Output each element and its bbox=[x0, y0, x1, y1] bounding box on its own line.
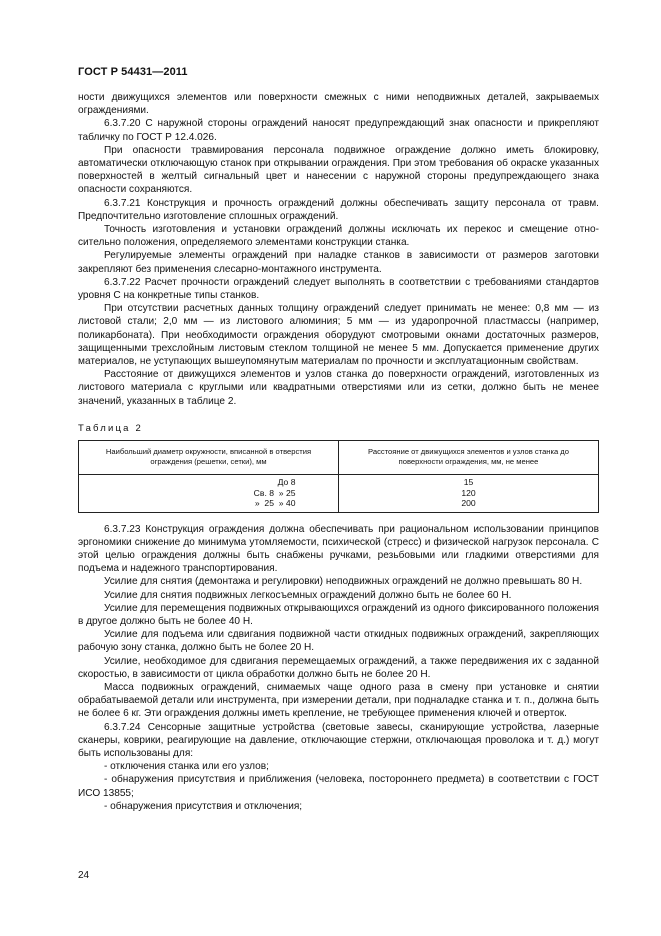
paragraph: ности движущихся элементов или поверхности смежных с ними неподвижных деталей, закрываемых ограждениями. bbox=[78, 92, 599, 117]
paragraph: 6.3.7.23 Конструкция ограждения должна обеспечивать при рациональном использовании принципов эргономики снижение до минимума утомляемости, психической (стресс) и физической нагрузок персонала. С этой целью ограждения должны быть снабжены ручками, резьбовыми или гладкими отверстиями для подъема и надежного транспортирования. bbox=[78, 523, 599, 575]
paragraph: Усилие для снятия (демонтажа и регулировки) неподвижных ограждений не должно превышать 80 Н. bbox=[104, 576, 583, 588]
paragraph: Усилие для снятия подвижных легкосъемных ограждений должно быть не более 60 Н. bbox=[104, 589, 512, 601]
page-number: 24 bbox=[78, 870, 90, 881]
table-header-row bbox=[79, 441, 599, 475]
paragraph: При отсутствии расчетных данных толщину ограждений следует принимать не менее: 0,8 мм — из листовой стали; 2,0 мм — из листового алюминия; 5 мм — из ударопрочной пластмассы (например, поликарбоната). При необходимости ограждения оборудуют смотровыми окнами достаточных размеров, защищенными трехслойным листовым стеклом толщиной не менее 5 мм. Допускается применение других материалов, не уступающих вышеупомянутым материалам по прочности и эксплуатационным свойствам. bbox=[78, 303, 599, 368]
table-cell-diameter: Св. 8 » 25 bbox=[253, 487, 296, 498]
paragraph: 6.3.7.20 С наружной стороны ограждений наносят предупреждающий знак опасности и прикрепляют табличку по ГОСТ Р 12.4.026. bbox=[78, 118, 599, 143]
paragraph: - обнаружения присутствия и приближения (человека, постороннего предмета) в соответствии с ГОСТ ИСО 13855; bbox=[78, 774, 599, 799]
diameter-values bbox=[116, 477, 296, 509]
paragraph: 6.3.7.24 Сенсорные защитные устройства (световые завесы, сканирующие устройства, лазерные сканеры, коврики, реагирующие на давление, отключающие стержни, отключающая проволока и т. д.) могут быть использованы для: bbox=[78, 721, 599, 760]
paragraph: Точность изготовления и установки ограждений должны исключать их перекос и смещение относительно положения, определяемого элементами конструкции станка. bbox=[78, 224, 599, 249]
paragraph: Усилие для перемещения подвижных открывающихся ограждений из одного фиксированного положения в другое должно быть не более 40 Н. bbox=[78, 602, 599, 627]
table-cell-diameter-column bbox=[79, 475, 339, 513]
table-cell-distance-column bbox=[339, 475, 599, 513]
paragraph: При опасности травмирования персонала подвижное ограждение должно иметь блокировку, автоматически отключающую станок при открывании ограждения. При этом требования об окраске указанных поверхностей в желтый сигнальный цвет и нанесении с наружной стороны предупреждающего знака опасности сохраняются. bbox=[78, 144, 599, 196]
paragraphs-top bbox=[78, 91, 599, 408]
paragraph: 6.3.7.22 Расчет прочности ограждений следует выполнять в соответствии с требованиями стандартов уровня С на конкретные типы станков. bbox=[78, 276, 599, 302]
paragraph: Масса подвижных ограждений, снимаемых чаще одного раза в смену при установке и снятии обрабатываемой детали или инструмента, при измерении детали, при подналадке станка и т. п., должна быть не более 6 кг. Эти ограждения должны иметь крепление, не требующее применения ключей и отверток. bbox=[78, 682, 599, 720]
table-cell-distance: 200 bbox=[461, 498, 476, 509]
table-cell-distance: 120 bbox=[461, 487, 476, 498]
table-2 bbox=[78, 440, 599, 513]
paragraph: Усилие для подъема или сдвигания подвижной части откидных подвижных ограждений, закрепляющих рабочую зону станка, должно быть не более 20 Н. bbox=[78, 629, 599, 654]
paragraph: 6.3.7.21 Конструкция и прочность ограждений должны обеспечивать защиту персонала от травм. Предпочтительно изготовление сплошных ограждений. bbox=[78, 197, 599, 222]
paragraphs-bottom bbox=[78, 523, 599, 813]
table-data-row bbox=[79, 475, 599, 513]
paragraph: - отключения станка или его узлов; bbox=[104, 761, 269, 773]
table-cell-distance: 15 bbox=[463, 477, 474, 488]
table-header-distance: Расстояние от движущихся элементов и узлов станка до поверхности ограждения, мм, не менее bbox=[339, 441, 599, 475]
table-caption: Таблица 2 bbox=[78, 422, 143, 434]
document-header: ГОСТ Р 54431—2011 bbox=[78, 66, 188, 78]
document-body bbox=[78, 91, 599, 813]
paragraph: - обнаружения присутствия и отключения; bbox=[104, 800, 303, 812]
table-header-diameter: Наибольший диаметр окружности, вписанной в отверстия ограждения (решетки, сетки), мм bbox=[79, 441, 339, 475]
paragraph: Расстояние от движущихся элементов и узлов станка до поверхности ограждений, изготовленных из листового материала с круглыми или квадратными отверстиями или из сетки, должно быть не менее значений, указанных в таблице 2. bbox=[78, 369, 599, 407]
table-cell-diameter: » 25 » 40 bbox=[254, 498, 296, 509]
table-cell-diameter: До 8 bbox=[277, 477, 296, 488]
distance-values bbox=[345, 477, 592, 509]
paragraph: Усилие, необходимое для сдвигания перемещаемых ограждений, а также передвижения их с заданной скоростью, в зависимости от цикла обработки должно быть не более 20 Н. bbox=[78, 655, 599, 680]
paragraph: Регулируемые элементы ограждений при наладке станков в зависимости от размеров заготовки закрепляют без применения слесарно-монтажного инструмента. bbox=[78, 250, 599, 275]
